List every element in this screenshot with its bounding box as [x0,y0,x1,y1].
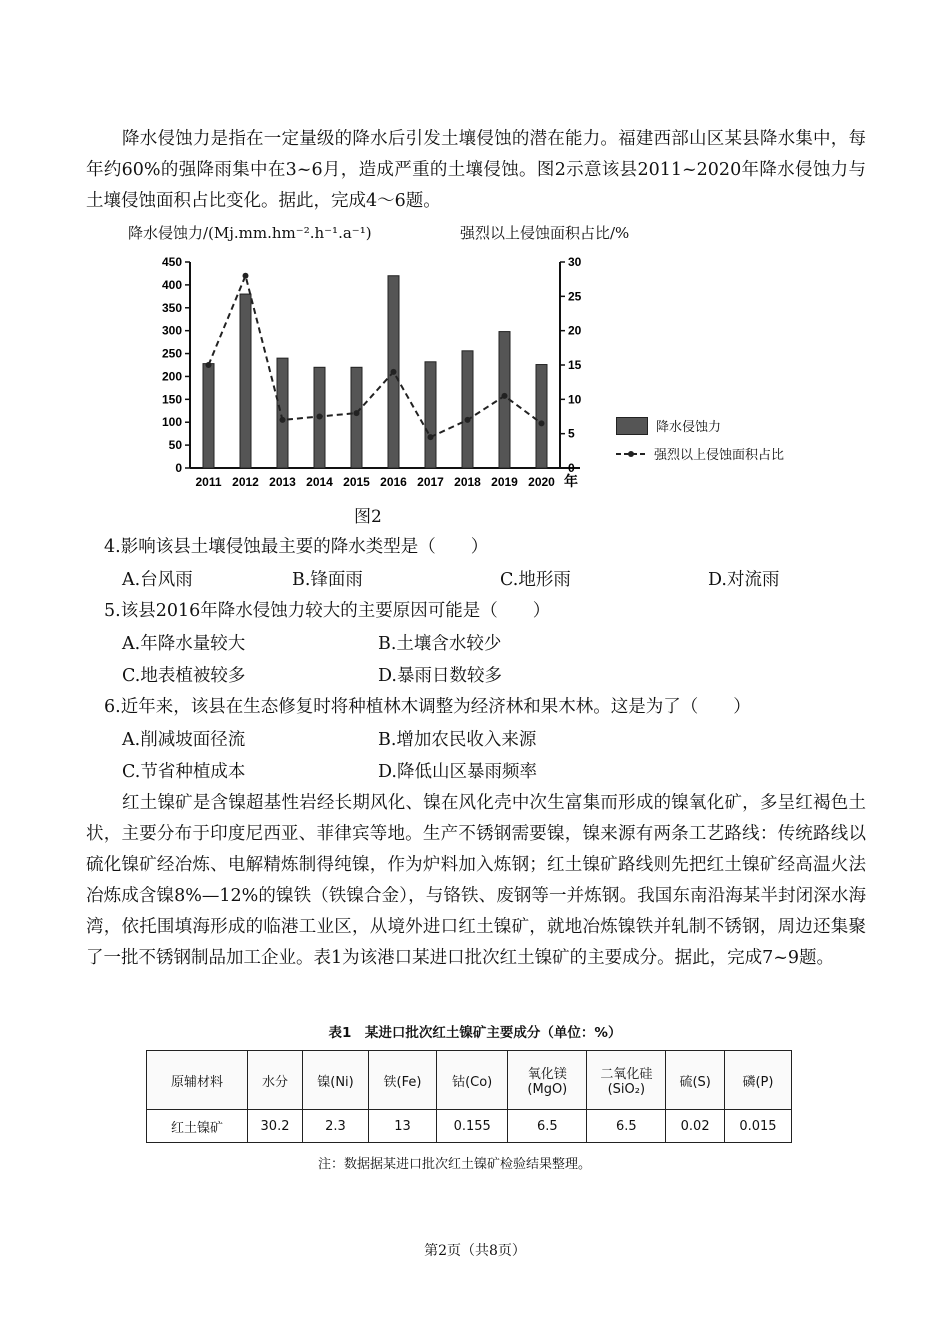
header-sio2-name: 二氧化硅 [600,1067,653,1082]
table-row [147,1110,792,1143]
legend-bar-label: 降水侵蚀力 [656,420,722,435]
line-swatch [616,447,646,461]
cell-mgo: 6.5 [508,1110,587,1143]
line-point [539,420,545,426]
x-tick-label: 2015 [343,475,370,489]
right-axis-label: 强烈以上侵蚀面积占比/% [460,224,630,242]
y-tick-label-right: 10 [568,392,582,407]
header-material: 原辅材料 [147,1051,248,1110]
bar [240,294,251,468]
y-tick-label-left: 250 [161,346,182,361]
cell-co: 0.155 [437,1110,508,1143]
header-water: 水分 [248,1051,303,1110]
header-mgo-formula: (MgO) [527,1082,568,1097]
line-point [206,362,212,368]
line-point [428,434,434,440]
q4-option-d: D.对流雨 [708,570,780,590]
erosion-chart [120,248,700,498]
q6-option-a: A.削减坡面径流 [122,730,246,750]
passage-2: 红土镍矿是含镍超基性岩经长期风化、镍在风化壳中次生富集而形成的镍氧化矿，多呈红褐色土状，主要分布于印度尼西亚、菲律宾等地。生产不锈钢需要镍，镍来源有两条工艺路线：传统路线以硫化镍矿经冶炼、电解精炼制得纯镍，作为炉料加入炼钢；红土镍矿路线则先把红土镍矿经高温火法冶炼成含镍8%—12%的镍铁（铁镍合金），与铬铁、废钢等一并炼钢。我国东南沿海某半封闭深水海湾，依托围填海形成的临港工业区，从境外进口红土镍矿，就地冶炼镍铁并轧制不锈钢，周边还集聚了一批不锈钢制品加工企业。表1为该港口某进口批次红土镍矿的主要成分。据此，完成7~9题。 [86,793,866,968]
q6-option-b: B.增加农民收入来源 [378,730,537,750]
x-unit-label: 年 [564,474,578,490]
x-tick-label: 2013 [269,475,296,489]
y-tick-label-left: 150 [161,392,182,407]
x-tick-label: 2012 [232,475,259,489]
q4-option-a: A.台风雨 [122,570,193,590]
passage-1: 降水侵蚀力是指在一定量级的降水后引发土壤侵蚀的潜在能力。福建西部山区某县降水集中，每年约60%的强降雨集中在3~6月，造成严重的土壤侵蚀。图2示意该县2011~2020年降水侵蚀力与土壤侵蚀面积占比变化。据此，完成4～6题。 [86,129,866,211]
cell-ni: 2.3 [303,1110,369,1143]
y-tick-label-right: 15 [568,358,582,372]
x-tick-label: 2011 [195,475,222,489]
x-tick-label: 2014 [306,475,333,489]
y-tick-label-right: 20 [568,323,582,338]
q4-option-b: B.锋面雨 [292,570,363,590]
y-tick-label-left: 200 [161,369,182,384]
line-point [502,393,508,399]
cell-s: 0.02 [666,1110,725,1143]
y-tick-label-left: 0 [175,461,182,475]
q6-option-d: D.降低山区暴雨频率 [378,762,537,782]
cell-sio2: 6.5 [587,1110,666,1143]
bar [351,367,362,468]
y-tick-label-left: 300 [161,323,182,338]
line-point [243,273,249,279]
bar [536,365,547,468]
figure-caption: 图2 [354,507,382,527]
line-point [391,369,397,375]
bar [425,362,436,468]
cell-p: 0.015 [724,1110,791,1143]
q5-option-d: D.暴雨日数较多 [378,666,502,686]
question-4: 4.影响该县土壤侵蚀最主要的降水类型是（ ） [104,537,489,557]
bar-swatch [616,417,648,435]
legend-line [616,444,784,463]
q4-option-c: C.地形雨 [500,570,571,590]
header-sio2-formula: (SiO₂) [607,1082,646,1097]
header-s: 硫(S) [666,1051,725,1110]
header-ni: 镍(Ni) [303,1051,369,1110]
cell-water: 30.2 [248,1110,303,1143]
left-axis-label: 降水侵蚀力/(Mj.mm.hm⁻².h⁻¹.a⁻¹) [128,224,372,242]
table-note: 注：数据据某进口批次红土镍矿检验结果整理。 [318,1157,592,1172]
q5-option-a: A.年降水量较大 [122,634,246,654]
y-tick-label-right: 25 [568,289,582,304]
bar [462,351,473,468]
x-tick-label: 2017 [417,475,444,489]
legend-bar [616,416,721,435]
x-tick-label: 2016 [380,475,407,489]
header-mgo-name: 氧化镁 [527,1067,567,1082]
bar [203,364,214,468]
header-p: 磷(P) [724,1051,791,1110]
q5-option-b: B.土壤含水较少 [378,634,502,654]
line-point [317,414,323,420]
header-sio2 [587,1051,666,1110]
line-point [280,417,286,423]
x-tick-label: 2019 [491,475,518,489]
y-tick-label-right: 5 [568,426,575,441]
bar [277,358,288,468]
y-tick-label-left: 350 [161,300,182,315]
series-line [209,276,542,437]
q6-option-c: C.节省种植成本 [122,762,246,782]
y-tick-label-left: 50 [168,438,182,453]
header-mgo [508,1051,587,1110]
header-fe: 铁(Fe) [368,1051,436,1110]
x-tick-label: 2020 [528,475,555,489]
cell-material: 红土镍矿 [147,1110,248,1143]
y-tick-label-right: 30 [568,255,582,269]
q5-option-c: C.地表植被较多 [122,666,246,686]
y-tick-label-left: 400 [161,277,182,292]
header-co: 钴(Co) [437,1051,508,1110]
legend-line-label: 强烈以上侵蚀面积占比 [654,448,785,463]
y-tick-label-left: 100 [161,415,182,430]
line-point [354,410,360,416]
x-tick-label: 2018 [454,475,481,489]
table-title: 表1 某进口批次红土镍矿主要成分（单位：%） [328,1025,622,1041]
table-header-row [147,1051,792,1110]
question-5: 5.该县2016年降水侵蚀力较大的主要原因可能是（ ） [104,601,551,621]
page-footer: 第2页（共8页） [424,1243,526,1259]
line-point [465,417,471,423]
y-tick-label-right: 0 [568,461,575,475]
composition-table [146,1050,792,1143]
cell-fe: 13 [368,1110,436,1143]
y-tick-label-left: 450 [161,255,182,269]
question-6: 6.近年来，该县在生态修复时将种植林木调整为经济林和果木林。这是为了（ ） [104,697,751,717]
